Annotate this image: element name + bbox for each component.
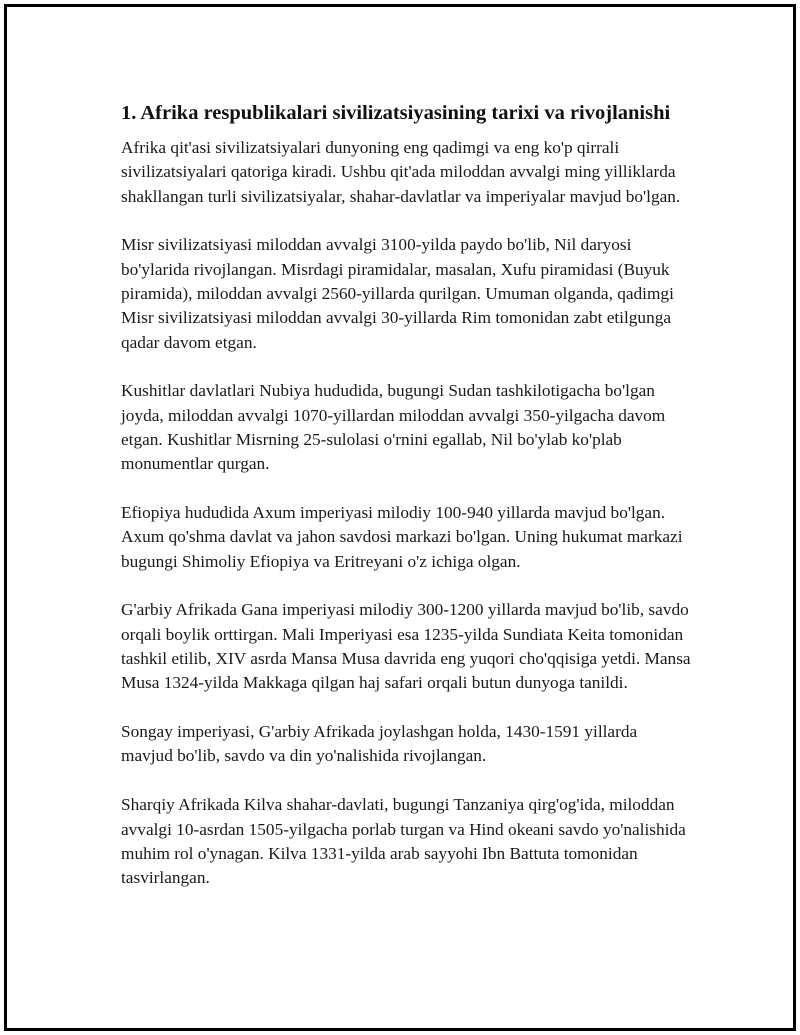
paragraph-songhai: Songay imperiyasi, G'arbiy Afrikada joylashgan holda, 1430-1591 yillarda mavjud bo'lib, savdo va din yo'nalishida rivojlangan. [121, 722, 638, 766]
document-title: 1. Afrika respublikalari sivilizatsiyasining tarixi va rivojlanishi [121, 102, 671, 124]
paragraph-intro: Afrika qit'asi sivilizatsiyalari dunyoning eng qadimgi va eng ko'p qirrali sivilizatsiyalari qatoriga kiradi. Ushbu qit'ada miloddan avvalgi ming yilliklarda shakllangan turli sivilizatsiyalar, shahar-davlatlar va imperiyalar mavjud bo'lgan. [121, 138, 681, 206]
paragraph-kush: Kushitlar davlatlari Nubiya hududida, bugungi Sudan tashkilotigacha bo'lgan joyda, miloddan avvalgi 1070-yillardan miloddan avvalgi 350-yilgacha davom etgan. Kushitlar Misrning 25-sulolasi o'rnini egallab, Nil bo'ylab ko'plab monumentlar qurgan. [121, 381, 666, 474]
paragraph-ghana-mali: G'arbiy Afrikada Gana imperiyasi milodiy 300-1200 yillarda mavjud bo'lib, savdo orqali boylik orttirgan. Mali Imperiyasi esa 1235-yilda Sundiata Keita tomonidan tashkil etilib, XIV asrda Mansa Musa davrida eng yuqori cho'qqisiga yetdi. Mansa Musa 1324-yilda Makkaga qilgan haj safari orqali butun dunyoga tanildi. [121, 600, 691, 693]
paragraph-axum: Efiopiya hududida Axum imperiyasi milodiy 100-940 yillarda mavjud bo'lgan. Axum qo'shma davlat va jahon savdosi markazi bo'lgan. Uning hukumat markazi bugungi Shimoliy Efiopiya va Eritreyani o'z ichiga olgan. [121, 503, 683, 571]
paragraph-egypt: Misr sivilizatsiyasi miloddan avvalgi 3100-yilda paydo bo'lib, Nil daryosi bo'ylarida rivojlangan. Misrdagi piramidalar, masalan, Xufu piramidasi (Buyuk piramida), miloddan avvalgi 2560-yillarda qurilgan. Umuman olganda, qadimgi Misr sivilizatsiyasi miloddan avvalgi 30-yillarda Rim tomonidan zabt etilgunga qadar davom etgan. [121, 235, 674, 352]
page-frame [4, 4, 796, 1031]
paragraph-kilwa: Sharqiy Afrikada Kilva shahar-davlati, bugungi Tanzaniya qirg'og'ida, miloddan avvalgi 10-asrdan 1505-yilgacha porlab turgan va Hind okeani savdo yo'nalishida muhim rol o'ynagan. Kilva 1331-yilda arab sayyohi Ibn Battuta tomonidan tasvirlangan. [121, 795, 686, 888]
document-body [121, 100, 691, 915]
